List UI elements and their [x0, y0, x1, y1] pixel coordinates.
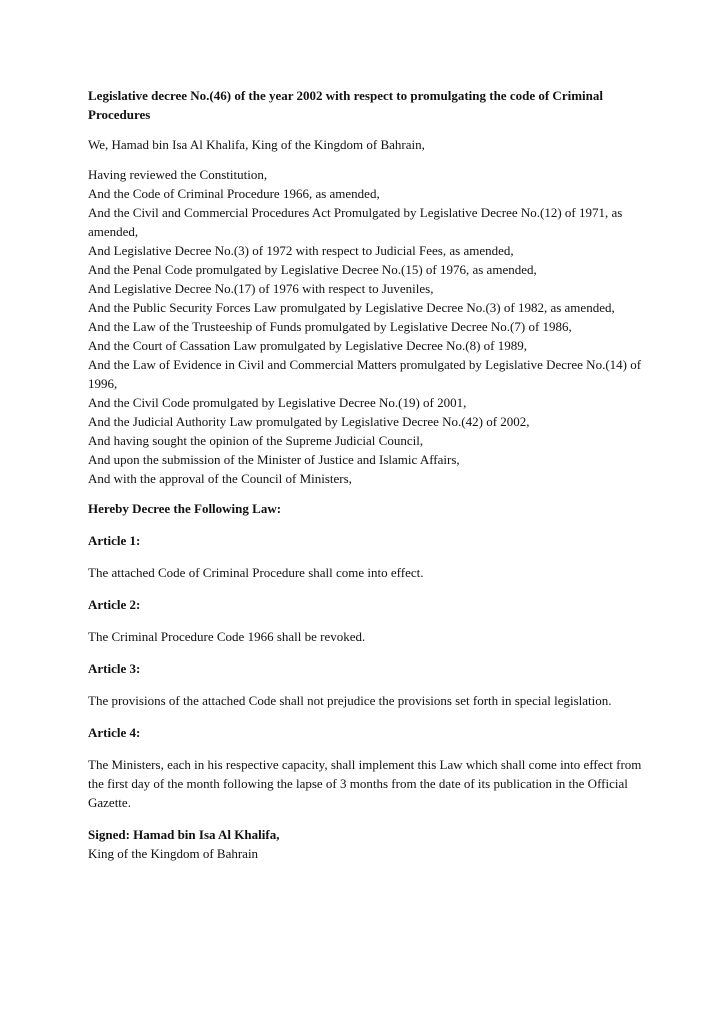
- recitals-list: [88, 165, 648, 488]
- recital-line: And with the approval of the Council of Ministers,: [88, 471, 352, 486]
- recital-line: And the Civil and Commercial Procedures Act Promulgated by Legislative Decree No.(12) of 1971, as amended,: [88, 205, 623, 239]
- recital-line: And Legislative Decree No.(3) of 1972 with respect to Judicial Fees, as amended,: [88, 243, 514, 258]
- article-body: The Criminal Procedure Code 1966 shall be revoked.: [88, 629, 366, 644]
- recital-line: And the Penal Code promulgated by Legislative Decree No.(15) of 1976, as amended,: [88, 262, 537, 277]
- article-body: The attached Code of Criminal Procedure shall come into effect.: [88, 565, 424, 580]
- article-body: The Ministers, each in his respective capacity, shall implement this Law which shall come into effect from the first day of the month following the lapse of 3 months from the date of its publication in the Official Gazette.: [88, 757, 642, 810]
- signature-line: Signed: Hamad bin Isa Al Khalifa,: [88, 827, 280, 842]
- recital-line: And the Civil Code promulgated by Legislative Decree No.(19) of 2001,: [88, 395, 467, 410]
- signature-role: King of the Kingdom of Bahrain: [88, 846, 259, 861]
- recital-line: And the Court of Cassation Law promulgated by Legislative Decree No.(8) of 1989,: [88, 338, 527, 353]
- article-body: The provisions of the attached Code shall not prejudice the provisions set forth in special legislation.: [88, 693, 612, 708]
- recital-line: And Legislative Decree No.(17) of 1976 with respect to Juveniles,: [88, 281, 434, 296]
- article-heading: Article 3:: [88, 661, 141, 676]
- document-page: [88, 86, 648, 863]
- recital-line: And the Code of Criminal Procedure 1966, as amended,: [88, 186, 380, 201]
- recital-line: And upon the submission of the Minister of Justice and Islamic Affairs,: [88, 452, 460, 467]
- recital-line: And the Law of the Trusteeship of Funds promulgated by Legislative Decree No.(7) of 1986,: [88, 319, 572, 334]
- signature-block: [88, 825, 648, 863]
- recital-line: And the Law of Evidence in Civil and Commercial Matters promulgated by Legislative Decree No.(14) of 1996,: [88, 357, 642, 391]
- document-title: Legislative decree No.(46) of the year 2002 with respect to promulgating the code of Criminal Procedures: [88, 88, 603, 122]
- recital-line: Having reviewed the Constitution,: [88, 167, 268, 182]
- recital-line: And the Judicial Authority Law promulgated by Legislative Decree No.(42) of 2002,: [88, 414, 530, 429]
- article-heading: Article 2:: [88, 597, 141, 612]
- article-heading: Article 4:: [88, 725, 141, 740]
- article-heading: Article 1:: [88, 533, 141, 548]
- decree-heading: Hereby Decree the Following Law:: [88, 501, 282, 516]
- recital-line: And having sought the opinion of the Supreme Judicial Council,: [88, 433, 424, 448]
- intro-paragraph: We, Hamad bin Isa Al Khalifa, King of the Kingdom of Bahrain,: [88, 137, 425, 152]
- recital-line: And the Public Security Forces Law promulgated by Legislative Decree No.(3) of 1982, as amended,: [88, 300, 615, 315]
